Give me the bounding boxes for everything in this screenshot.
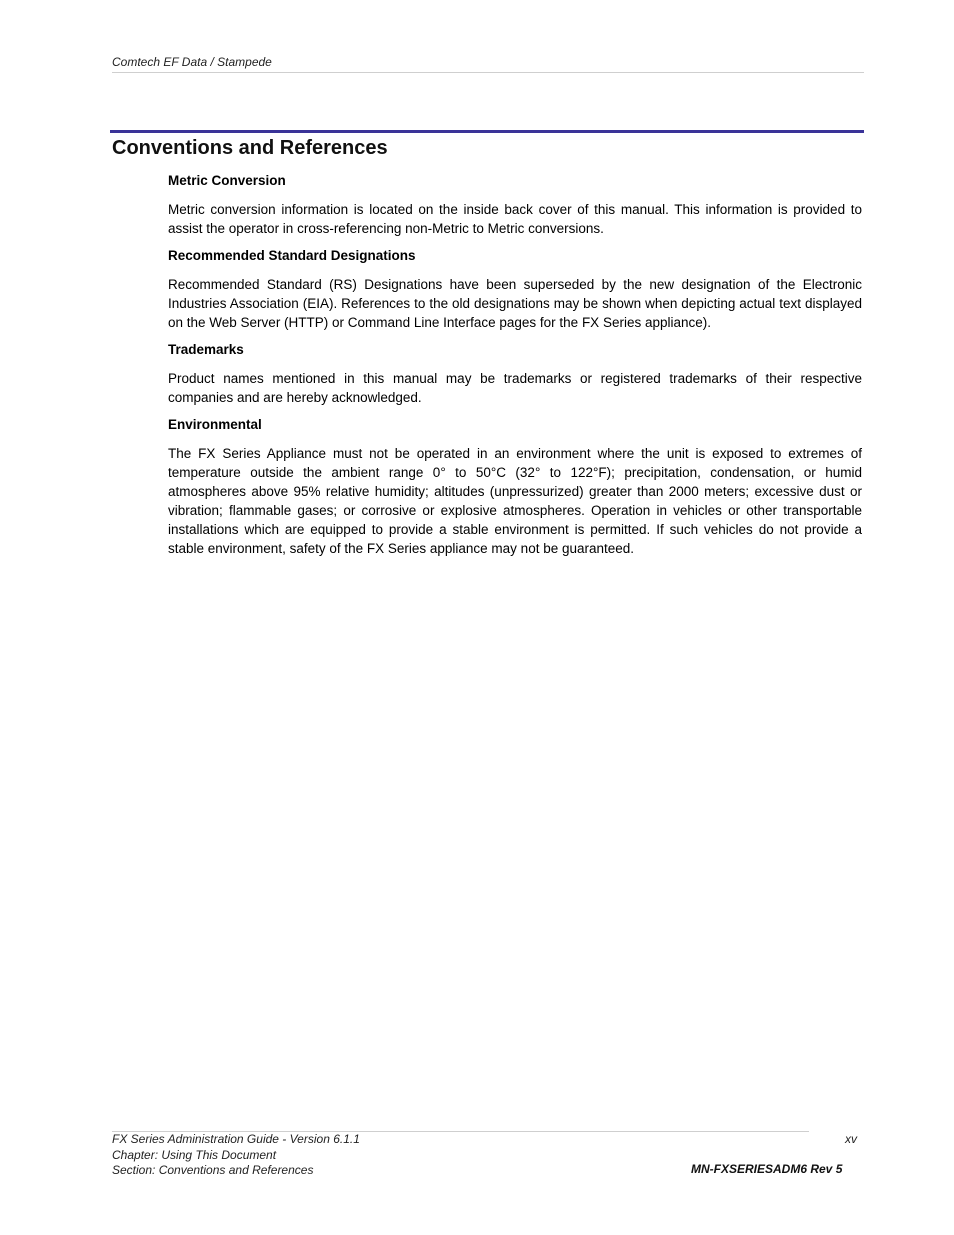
footer-guide-title: FX Series Administration Guide - Version 6.1.1	[112, 1132, 360, 1146]
document-id: MN-FXSERIESADM6 Rev 5	[691, 1162, 843, 1176]
section-heading: Recommended Standard Designations	[168, 248, 416, 263]
section-heading: Trademarks	[168, 342, 244, 357]
section-recommended-standard-designations	[168, 247, 862, 332]
section-trademarks	[168, 341, 862, 407]
section-metric-conversion	[168, 172, 862, 238]
footer-section: Section: Conventions and References	[112, 1163, 314, 1177]
running-header: Comtech EF Data / Stampede	[112, 55, 272, 69]
section-body: The FX Series Appliance must not be operated in an environment where the unit is exposed to extremes of temperature outside the ambient range 0° to 50°C (32° to 122°F); precipitation, condensation, or humid atmospheres above 95% relative humidity; altitudes (unpressurized) greater than 2000 meters; excessive dust or vibration; flammable gases; or corrosive or explosive atmospheres. Operation in vehicles or other transportable installations which are equipped to provide a stable environment is permitted. If such vehicles do not provide a stable environment, safety of the FX Series appliance may not be guaranteed.	[168, 446, 862, 556]
section-body: Metric conversion information is located on the inside back cover of this manual. This information is provided to assist the operator in cross-referencing non-Metric to Metric conversions.	[168, 202, 862, 236]
section-environmental	[168, 416, 862, 558]
section-body: Recommended Standard (RS) Designations have been superseded by the new designation of the Electronic Industries Association (EIA). References to the old designations may be shown when depicting actual text displayed on the Web Server (HTTP) or Command Line Interface pages for the FX Series appliance).	[168, 277, 862, 330]
section-heading: Metric Conversion	[168, 173, 286, 188]
main-content	[168, 172, 862, 567]
running-footer	[112, 1132, 360, 1179]
section-heading: Environmental	[168, 417, 262, 432]
page-number: xv	[845, 1132, 857, 1146]
header-divider	[112, 72, 864, 73]
footer-chapter: Chapter: Using This Document	[112, 1147, 277, 1162]
page-title: Conventions and References	[112, 137, 388, 159]
section-body: Product names mentioned in this manual may be trademarks or registered trademarks of their respective companies and are hereby acknowledged.	[168, 371, 862, 405]
title-accent-bar	[110, 130, 864, 133]
